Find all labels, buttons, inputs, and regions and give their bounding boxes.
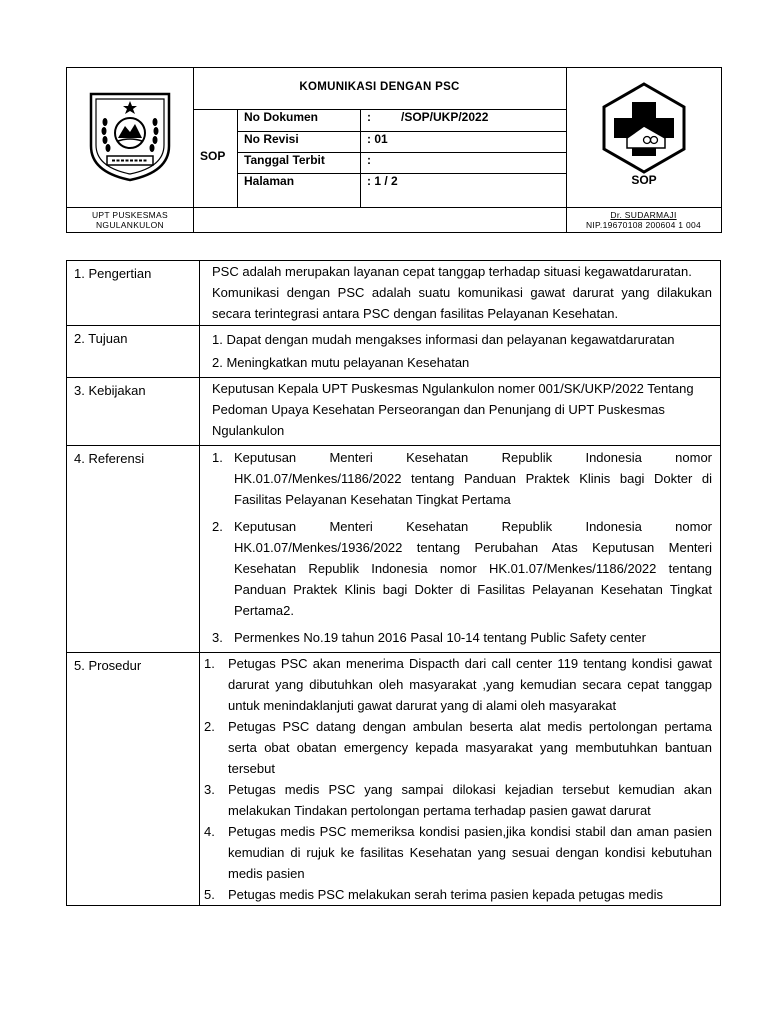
row-referensi [67, 446, 721, 653]
referensi-list [212, 447, 712, 648]
meta-value-no-revisi: : 01 [367, 132, 388, 146]
org-line-2: NGULANKULON [95, 220, 164, 230]
item-number: 1. [204, 656, 215, 671]
document-title: KOMUNIKASI DENGAN PSC [299, 81, 460, 93]
section-label: 3. Kebijakan [67, 378, 200, 446]
item-text: Petugas PSC akan menerima Dispacth dari call center 119 tentang kondisi gawat darurat yang dibutuhkan oleh masyarakat ,yang kemudian secara cepat tanggap untuk menindaklanjuti gawat darurat yang di alami oleh masyarakat [228, 656, 712, 713]
section-label: 2. Tujuan [67, 326, 200, 378]
row-prosedur [67, 653, 721, 906]
right-logo-label: SOP [631, 173, 657, 187]
section-label: 5. Prosedur [67, 653, 200, 906]
meta-label-halaman: Halaman [244, 174, 295, 188]
item-text: Keputusan Menteri Kesehatan Republik Indonesia nomor HK.01.07/Menkes/1186/2022 tentang Panduan Praktek Klinis bagi Dokter di Fasilitas Pelayanan Kesehatan Tingkat Pertama [234, 450, 712, 507]
list-item [204, 821, 712, 884]
meta-label-no-dokumen: No Dokumen [244, 110, 319, 124]
org-name [67, 210, 193, 230]
row-tujuan [67, 326, 721, 378]
list-item [204, 653, 712, 716]
section-content [200, 326, 721, 378]
item-text: Petugas medis PSC melakukan serah terima pasien kepada petugas medis [228, 887, 664, 902]
puskesmas-logo [599, 82, 689, 174]
row-pengertian [67, 261, 721, 326]
section-label: 4. Referensi [67, 446, 200, 653]
row-kebijakan [67, 378, 721, 446]
divider [360, 109, 361, 208]
item-text: Petugas medis PSC yang sampai dilokasi kejadian tersebut kemudian akan melakukan Tindakan pertolongan pertama terhadap pasien gawat darurat [228, 782, 712, 818]
item-number: 2. [212, 519, 223, 534]
tujuan-item-2: 2. Meningkatkan mutu pelayanan Kesehatan [212, 355, 470, 370]
list-item [204, 884, 712, 905]
item-text: Petugas PSC datang dengan ambulan beserta alat medis pertolongan pertama serta obat obatan emergency kepada masyarakat yang membutuhkan bantuan tersebut [228, 719, 712, 776]
list-item [204, 716, 712, 779]
prosedur-list [204, 653, 712, 905]
meta-label-no-revisi: No Revisi [244, 132, 299, 146]
section-label: 1. Pengertian [67, 261, 200, 326]
pengertian-para-1: PSC adalah merupakan layanan cepat tanggap terhadap situasi kegawatdaruratan. [212, 264, 692, 279]
tujuan-item-1: 1. Dapat dengan mudah mengakses informasi dan pelayanan kegawatdaruratan [212, 332, 675, 347]
item-number: 4. [204, 824, 215, 839]
signer-name: Dr. SUDARMAJI [610, 210, 677, 220]
item-number: 3. [212, 630, 223, 645]
kebijakan-text: Keputusan Kepala UPT Puskesmas Ngulankulon nomer 001/SK/UKP/2022 Tentang Pedoman Upaya Kesehatan Perseorangan dan Penunjang di UPT Puskesmas Ngulankulon [212, 381, 694, 438]
signer [566, 210, 721, 230]
sop-content-table [66, 260, 721, 906]
item-number: 3. [204, 782, 215, 797]
item-text: Permenkes No.19 tahun 2016 Pasal 10-14 tentang Public Safety center [234, 630, 646, 645]
item-number: 5. [204, 887, 215, 902]
list-item [212, 447, 712, 510]
meta-value-tanggal-terbit: : [367, 153, 371, 167]
meta-label-tanggal-terbit: Tanggal Terbit [244, 153, 325, 167]
section-content [200, 446, 721, 653]
item-number: 2. [204, 719, 215, 734]
signer-nip: NIP.19670108 200604 1 004 [585, 220, 702, 230]
divider [67, 207, 721, 208]
section-content [200, 261, 721, 326]
list-item [212, 627, 712, 648]
list-item [204, 779, 712, 821]
meta-value-no-dokumen: : /SOP/UKP/2022 [367, 110, 489, 124]
list-item [212, 516, 712, 621]
sop-header [66, 67, 722, 233]
regency-emblem-logo [85, 88, 175, 184]
section-content [200, 378, 721, 446]
section-content [200, 653, 721, 906]
sop-label: SOP [200, 149, 226, 163]
meta-value-halaman: : 1 / 2 [367, 174, 398, 188]
item-number: 1. [212, 450, 223, 465]
item-text: Petugas medis PSC memeriksa kondisi pasien,jika kondisi stabil dan aman pasien kemudian di rujuk ke fasilitas Kesehatan yang sesuai dengan kondisi kebutuhan medis pasien [228, 824, 712, 881]
item-text: Keputusan Menteri Kesehatan Republik Indonesia nomor HK.01.07/Menkes/1936/2022 tentang Perubahan Atas Keputusan Menteri Kesehatan Republik Indonesia nomor HK.01.07/Menkes/1186/2022 tentang Panduan Praktek Klinis bagi Dokter di Fasilitas Pelayanan Kesehatan Tingkat Pertama2. [234, 519, 712, 618]
org-line-1: UPT PUSKESMAS [91, 210, 168, 220]
divider [237, 109, 238, 208]
pengertian-para-2: Komunikasi dengan PSC adalah suatu komunikasi gawat darurat yang dilakukan secara terintegrasi antara PSC dengan fasilitas Pelayanan Kesehatan. [212, 285, 712, 321]
